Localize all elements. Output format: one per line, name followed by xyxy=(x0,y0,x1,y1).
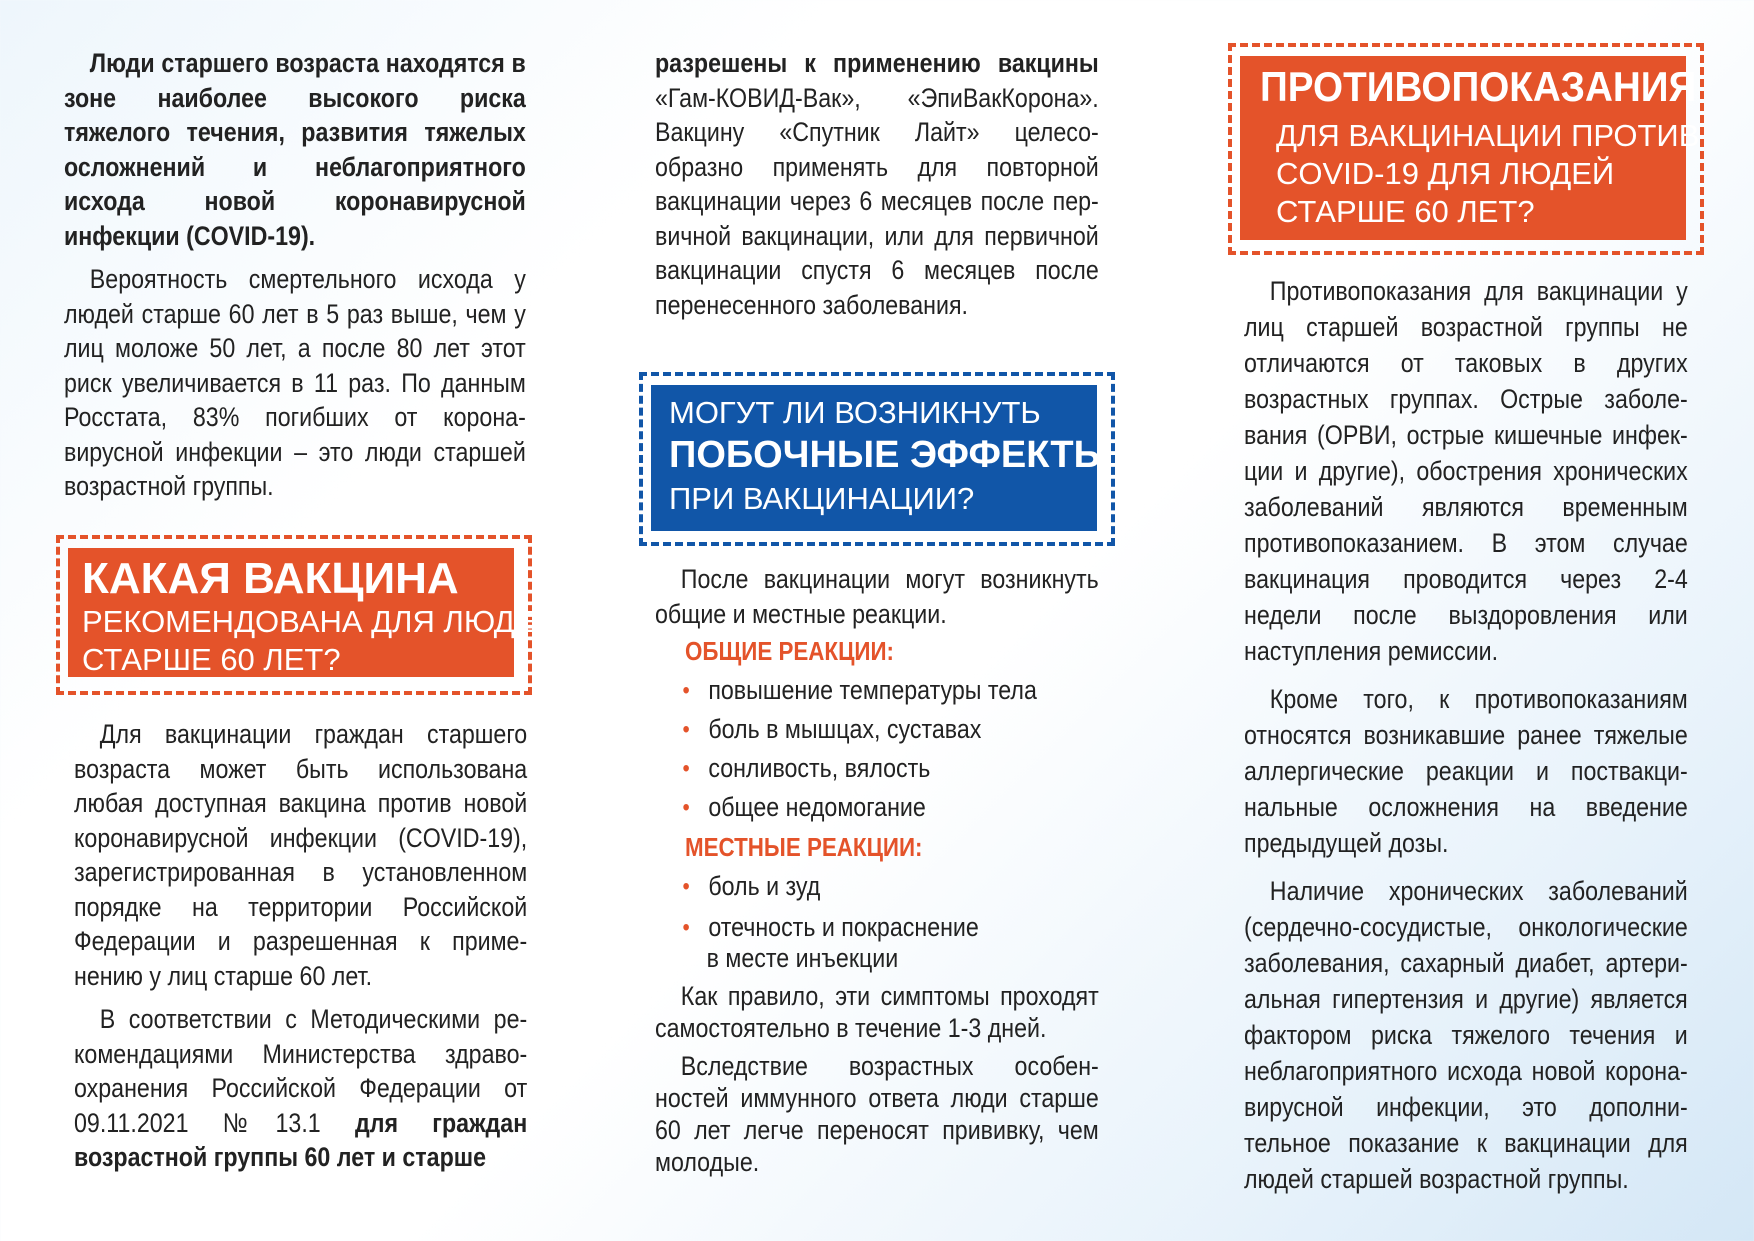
list-item: • боль в мышцах, суставах xyxy=(655,710,1037,749)
bullet-icon: • xyxy=(682,914,690,941)
approved-vaccines-paragraph: разрешены к применению вакцины «Гам-КОВИД-Вак», «ЭпиВакКорона». Вакцину «Спутник Лайт» целесо-образно применять для повторной вакцинации через 6 месяцев после пер-вичной вакцинации, или для первичной вакцинации спустя 6 месяцев после перенесенного заболевания. xyxy=(655,48,1099,320)
col1-top-text xyxy=(64,46,601,504)
list-item: • отечность и покраснение в месте инъекции xyxy=(682,912,979,973)
heading-sub-line3: СТАРШЕ 60 ЛЕТ? xyxy=(1276,194,1535,229)
heading-sub-line1: РЕКОМЕНДОВАНА ДЛЯ ЛЮДЕЙ xyxy=(82,604,558,639)
heading-line3: ПРИ ВАКЦИНАЦИИ? xyxy=(669,481,975,516)
contraindications-heading-box xyxy=(1228,43,1704,255)
immune-paragraph: Вследствие возрастных особен-ностей иммунного ответа люди старше 60 лет легче переносят прививку, чем молодые. xyxy=(655,1051,1099,1177)
list-item: • боль и зуд xyxy=(655,867,1037,906)
heading-line1: МОГУТ ЛИ ВОЗНИКНУТЬ xyxy=(669,395,1041,430)
heading-big: ПОБОЧНЫЕ ЭФФЕКТЫ xyxy=(669,434,1111,476)
contraindications-paragraph: Противопоказания для вакцинации у лиц старшей возрастной группы не отличаются от таковых в других возрастных группах. Острые заболе-вания (ОРВИ, острые кишечные инфек-ции и другие), обострения хронических заболеваний являются временным противопоказанием. В этом случае вакцинация проводится через 2-4 недели после выздоровления или наступления ремиссии. xyxy=(1244,276,1688,666)
bullet-icon: • xyxy=(682,677,690,704)
allergy-paragraph: Кроме того, к противопоказаниям относятся возникавшие ранее тяжелые аллергические реакции и поствакци-нальные осложнения на введение предыдущей дозы. xyxy=(1244,684,1688,858)
general-reactions-list xyxy=(655,671,1099,827)
column-2-bottom xyxy=(655,562,1099,1178)
vaccine-heading-box xyxy=(56,535,558,695)
column-2-top xyxy=(655,46,1099,322)
general-reactions-title: ОБЩИЕ РЕАКЦИИ: xyxy=(685,636,894,666)
local-reactions-list xyxy=(655,867,1099,974)
local-reactions-title: МЕСТНЫЕ РЕАКЦИИ: xyxy=(685,832,923,862)
methodical-paragraph: В соответствии с Методическими ре-комендациями Министерства здраво-охранения Российской Федерации от 09.11.2021 №13.1 для граждан возрастной группы 60 лет и старше xyxy=(74,1004,528,1172)
bullet-icon: • xyxy=(682,716,690,743)
bullet-icon: • xyxy=(682,873,690,900)
col1-bottom-text xyxy=(74,717,601,1175)
heading-sub-line2: COVID-19 ДЛЯ ЛЮДЕЙ xyxy=(1276,156,1615,191)
list-item: • общее недомогание xyxy=(655,788,1037,827)
symptoms-paragraph: Как правило, эти симптомы проходят самостоятельно в течение 1-3 дней. xyxy=(655,981,1099,1043)
heading-big: КАКАЯ ВАКЦИНА xyxy=(82,554,459,603)
bullet-icon: • xyxy=(682,755,690,782)
list-item: • повышение температуры тела xyxy=(655,671,1037,710)
bullet-icon: • xyxy=(682,794,690,821)
reactions-intro: После вакцинации могут возникнуть общие и местные реакции. xyxy=(655,564,1099,629)
heading-sub-line1: ДЛЯ ВАКЦИНАЦИИ ПРОТИВ xyxy=(1276,118,1700,153)
heading-sub-line2: СТАРШЕ 60 ЛЕТ? xyxy=(82,642,341,677)
heading-big: ПРОТИВОПОКАЗАНИЯ xyxy=(1260,63,1697,110)
intro-paragraph: Вероятность смертельного исхода у людей старше 60 лет в 5 раз выше, чем у лиц моложе 50 лет, а после 80 лет этот риск увеличивается в 11 раз. По данным Росстата, 83% погибших от корона-вирусной инфекции – это люди старшей возрастной группы. xyxy=(64,264,526,501)
side-effects-heading-box xyxy=(639,372,1115,546)
chronic-diseases-paragraph: Наличие хронических заболеваний (сердечно-сосудистые, онкологические заболевания, сахарный диабет, артери-альная гипертензия и другие) является фактором риска тяжелого течения и неблагоприятного исхода новой корона-вирусной инфекции, это дополни-тельное показание к вакцинации для людей старшей возрастной группы. xyxy=(1244,876,1688,1194)
vaccine-paragraph: Для вакцинации граждан старшего возраста может быть использована любая доступная вакцина против новой коронавирусной инфекции (COVID-19), зарегистрированная в установленном порядке на территории Российской Федерации и разрешенная к приме-нению у лиц старше 60 лет. xyxy=(74,719,528,991)
intro-bold-paragraph: Люди старшего возраста находятся в зоне наиболее высокого риска тяжелого течения, развития тяжелых осложнений и неблагоприятного исхода новой коронавирусной инфекции (COVID-19). xyxy=(64,48,526,251)
list-item: • сонливость, вялость xyxy=(655,749,1037,788)
column-3 xyxy=(1244,273,1688,1197)
